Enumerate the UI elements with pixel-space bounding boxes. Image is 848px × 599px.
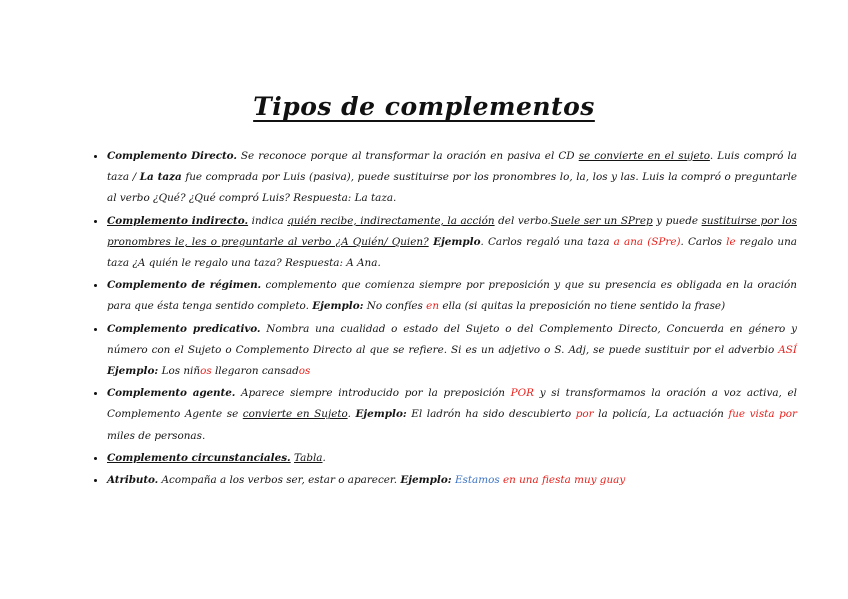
term-label: Complemento indirecto. <box>107 214 249 227</box>
example-label: Ejemplo: <box>355 408 407 421</box>
list-item-atributo: • Atributo. Acompaña a los verbos ser, estar o aparecer. Ejemplo: Estamos en una fiesta muy guay <box>107 469 797 491</box>
complement-list <box>88 145 797 491</box>
term-label: Complemento de régimen. <box>107 279 262 292</box>
example-label: Ejemplo: <box>400 474 452 487</box>
term-label: Complemento predicativo. <box>107 322 261 335</box>
list-item-regimen: • Complemento de régimen. complemento que comienza siempre por preposición y que su presencia es obligada en la oración para que ésta tenga sentido completo. Ejemplo: No confíes en ella (si quitas la preposición no tiene sentido la frase) <box>107 274 797 317</box>
term-label: Complemento agente. <box>107 387 236 400</box>
term-label: Atributo. <box>107 474 159 487</box>
example-label: Ejemplo: <box>312 300 364 313</box>
list-item-agente: • Complemento agente. Aparece siempre introducido por la preposición POR y si transformamos la oración a voz activa, el Complemento Agente se convierte en Sujeto. Ejemplo: El ladrón ha sido descubierto por la policía, La actuación fue vista por miles de personas. <box>107 382 797 447</box>
list-item-circunstanciales: • Complemento circunstanciales. Tabla. <box>107 447 797 469</box>
page-title: Tipos de complementos <box>253 92 595 121</box>
list-item-directo: • Complemento Directo. Se reconoce porque al transformar la oración en pasiva el CD se convierte en el sujeto. Luis compró la taza / La taza fue comprada por Luis (pasiva), puede sustituirse por los pronombres lo, la, los y las. Luis la compró o preguntarle al verbo ¿Qué? ¿Qué compró Luis? Respuesta: La taza. <box>107 145 797 210</box>
list-item-indirecto: • Complemento indirecto. indica quién recibe, indirectamente, la acción del verbo.Suele ser un SPrep y puede sustituirse por los pronombres le, les o preguntarle al verbo ¿A Quién/ Quien? Ejemplo. Carlos regaló una taza a ana (SPre). Carlos le regalo una taza ¿A quién le regalo una taza? Respuesta: A Ana. <box>107 210 797 275</box>
term-label: Complemento Directo. <box>107 150 237 162</box>
example-label: Ejemplo: <box>107 365 159 378</box>
tabla-link: Tabla <box>294 451 323 464</box>
example-label: Ejemplo <box>428 235 481 248</box>
list-item-predicativo: • Complemento predicativo. Nombra una cualidad o estado del Sujeto o del Complemento Directo, Concuerda en género y número con el Sujeto o Complemento Directo al que se refiere. Si es un adjetivo o S. Adj, se puede sustituir por el adverbio ASÍ Ejemplo: Los niños llegaron cansados <box>107 318 797 383</box>
term-label: Complemento circunstanciales. <box>107 451 291 464</box>
